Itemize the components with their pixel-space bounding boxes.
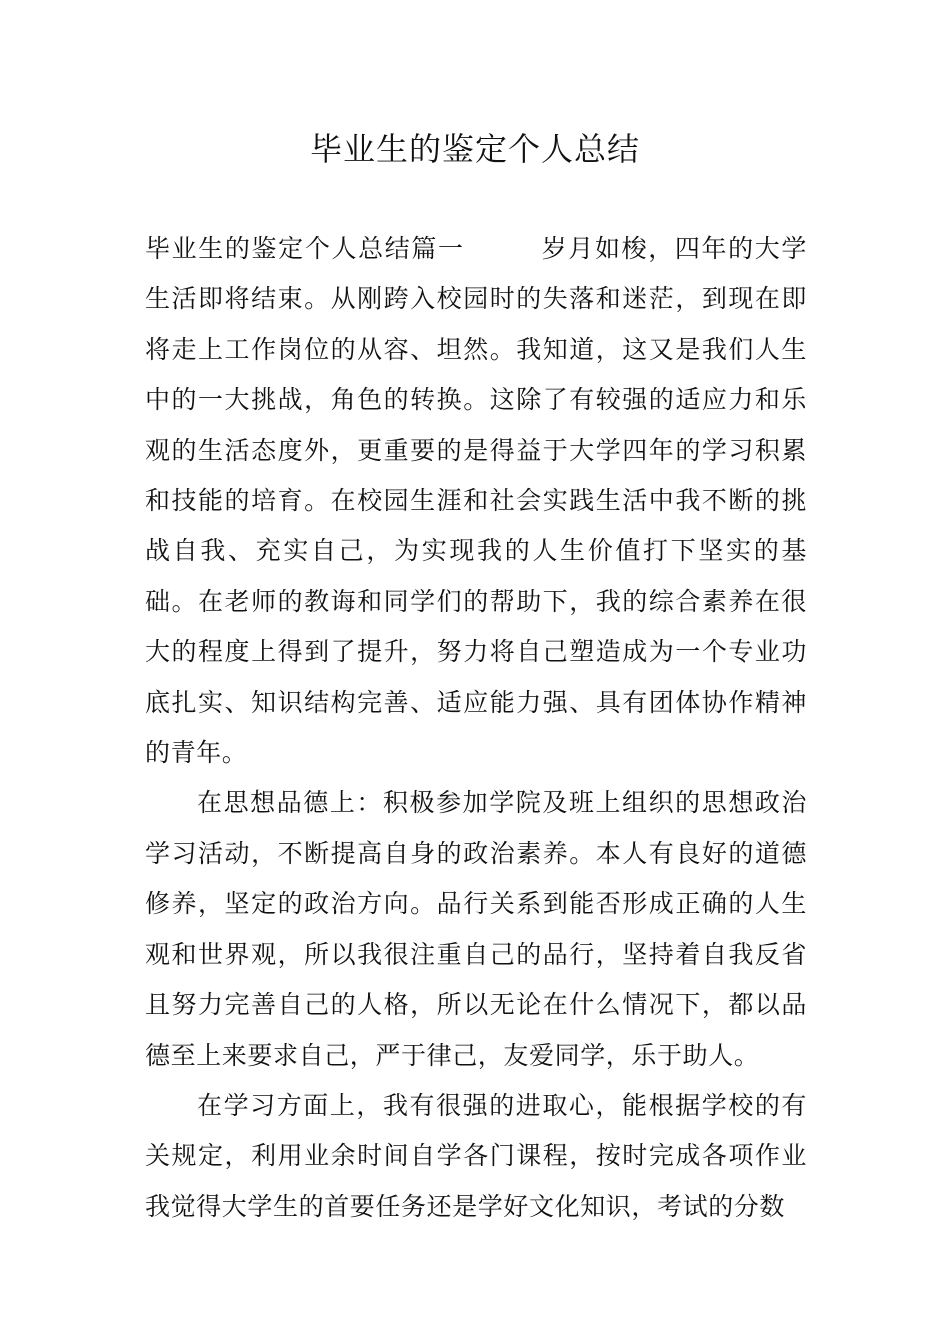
paragraph-study: 在学习方面上，我有很强的进取心，能根据学校的有关规定，利用业余时间自学各门课程，按时完成各项作业我觉得大学生的首要任务还是学好文化知识，考试的分数	[145, 1090, 807, 1221]
document-body	[145, 224, 807, 1232]
document-title: 毕业生的鉴定个人总结	[309, 130, 640, 168]
paragraph-intro-text: 岁月如梭，四年的大学生活即将结束。从刚跨入校园时的失落和迷茫，到现在即将走上工作岗位的从容、坦然。我知道，这又是我们人生中的一大挑战，角色的转换。这除了有较强的适应力和乐观的生活态度外，更重要的是得益于大学四年的学习积累和技能的培育。在校园生涯和社会实践生活中我不断的挑战自我、充实自己，为实现我的人生价值打下坚实的基础。在老师的教诲和同学们的帮助下，我的综合素养在很大的程度上得到了提升，努力将自己塑造成为一个专业功底扎实、知识结构完善、适应能力强、具有团体协作精神的青年。	[145, 234, 807, 768]
paragraph-morality: 在思想品德上：积极参加学院及班上组织的思想政治学习活动，不断提高自身的政治素养。本人有良好的道德修养，坚定的政治方向。品行关系到能否形成正确的人生观和世界观，所以我很注重自己的品行，坚持着自我反省且努力完善自己的人格，所以无论在什么情况下，都以品德至上来要求自己，严于律己，友爱同学，乐于助人。	[145, 788, 807, 1070]
paragraph-intro	[145, 224, 807, 778]
intro-heading: 毕业生的鉴定个人总结篇一	[145, 234, 465, 263]
